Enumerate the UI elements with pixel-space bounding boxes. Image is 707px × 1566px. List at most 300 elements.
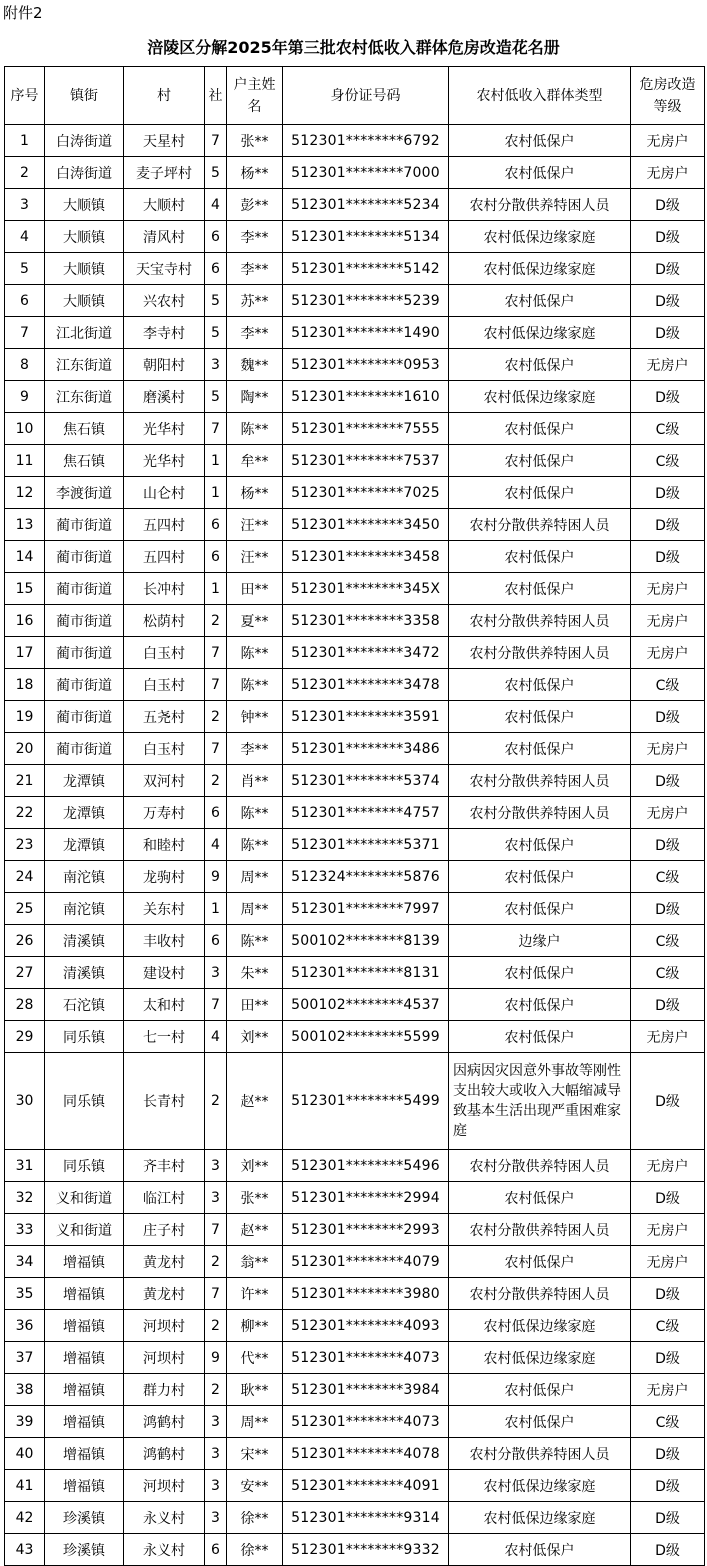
cell-type: 农村低保户 <box>449 957 631 989</box>
cell-town: 蔺市街道 <box>45 733 124 765</box>
cell-id-number: 512301********3984 <box>283 1374 449 1406</box>
cell-id-number: 512301********5239 <box>283 285 449 317</box>
cell-village: 七一村 <box>124 1021 205 1053</box>
cell-group: 5 <box>205 317 227 349</box>
cell-id-number: 512301********5496 <box>283 1150 449 1182</box>
cell-name: 夏** <box>227 605 283 637</box>
cell-name: 陶** <box>227 381 283 413</box>
cell-village: 群力村 <box>124 1374 205 1406</box>
cell-name: 陈** <box>227 829 283 861</box>
cell-seq: 35 <box>5 1278 45 1310</box>
cell-village: 五四村 <box>124 509 205 541</box>
cell-village: 庄子村 <box>124 1214 205 1246</box>
cell-group: 6 <box>205 253 227 285</box>
cell-id-number: 512301********5499 <box>283 1053 449 1150</box>
cell-name: 徐** <box>227 1502 283 1534</box>
cell-seq: 28 <box>5 989 45 1021</box>
cell-type: 农村分散供养特困人员 <box>449 637 631 669</box>
cell-village: 鸿鹤村 <box>124 1438 205 1470</box>
header-town: 镇街 <box>45 67 124 125</box>
cell-town: 大顺镇 <box>45 253 124 285</box>
cell-group: 1 <box>205 573 227 605</box>
cell-seq: 39 <box>5 1406 45 1438</box>
cell-grade: D级 <box>631 893 705 925</box>
cell-type: 农村分散供养特困人员 <box>449 189 631 221</box>
cell-group: 7 <box>205 1214 227 1246</box>
cell-town: 珍溪镇 <box>45 1534 124 1566</box>
table-row <box>5 349 705 381</box>
cell-id-number: 512301********3980 <box>283 1278 449 1310</box>
cell-type: 农村低保边缘家庭 <box>449 1310 631 1342</box>
cell-village: 和睦村 <box>124 829 205 861</box>
cell-group: 7 <box>205 669 227 701</box>
cell-id-number: 500102********4537 <box>283 989 449 1021</box>
cell-village: 河坝村 <box>124 1342 205 1374</box>
cell-id-number: 512301********7997 <box>283 893 449 925</box>
cell-seq: 34 <box>5 1246 45 1278</box>
cell-type: 农村低保边缘家庭 <box>449 253 631 285</box>
cell-group: 4 <box>205 189 227 221</box>
cell-group: 1 <box>205 893 227 925</box>
cell-town: 蔺市街道 <box>45 509 124 541</box>
cell-seq: 23 <box>5 829 45 861</box>
cell-village: 双河村 <box>124 765 205 797</box>
cell-group: 2 <box>205 1053 227 1150</box>
table-row <box>5 1246 705 1278</box>
cell-id-number: 512301********5134 <box>283 221 449 253</box>
cell-group: 2 <box>205 1246 227 1278</box>
cell-village: 白玉村 <box>124 637 205 669</box>
cell-grade: 无房户 <box>631 1374 705 1406</box>
table-row <box>5 637 705 669</box>
cell-village: 山仑村 <box>124 477 205 509</box>
cell-id-number: 512301********3450 <box>283 509 449 541</box>
cell-id-number: 512301********3358 <box>283 605 449 637</box>
cell-town: 蔺市街道 <box>45 541 124 573</box>
cell-type: 农村低保户 <box>449 1534 631 1566</box>
cell-village: 松荫村 <box>124 605 205 637</box>
cell-grade: 无房户 <box>631 1246 705 1278</box>
cell-id-number: 512324********5876 <box>283 861 449 893</box>
cell-group: 7 <box>205 989 227 1021</box>
cell-seq: 16 <box>5 605 45 637</box>
cell-name: 魏** <box>227 349 283 381</box>
cell-group: 6 <box>205 797 227 829</box>
cell-seq: 6 <box>5 285 45 317</box>
roster-body <box>5 125 705 1566</box>
cell-seq: 21 <box>5 765 45 797</box>
cell-name: 刘** <box>227 1150 283 1182</box>
cell-grade: D级 <box>631 1342 705 1374</box>
cell-group: 5 <box>205 157 227 189</box>
cell-village: 麦子坪村 <box>124 157 205 189</box>
cell-seq: 4 <box>5 221 45 253</box>
cell-grade: C级 <box>631 861 705 893</box>
cell-seq: 33 <box>5 1214 45 1246</box>
cell-type: 农村分散供养特困人员 <box>449 605 631 637</box>
cell-seq: 41 <box>5 1470 45 1502</box>
cell-name: 陈** <box>227 797 283 829</box>
header-village: 村 <box>124 67 205 125</box>
cell-seq: 5 <box>5 253 45 285</box>
cell-name: 翁** <box>227 1246 283 1278</box>
table-row <box>5 381 705 413</box>
cell-village: 李寺村 <box>124 317 205 349</box>
cell-grade: 无房户 <box>631 349 705 381</box>
cell-name: 钟** <box>227 701 283 733</box>
cell-type: 农村低保户 <box>449 733 631 765</box>
cell-grade: 无房户 <box>631 637 705 669</box>
cell-type: 农村低保户 <box>449 285 631 317</box>
cell-group: 7 <box>205 1278 227 1310</box>
cell-name: 周** <box>227 861 283 893</box>
cell-name: 田** <box>227 573 283 605</box>
cell-seq: 11 <box>5 445 45 477</box>
cell-group: 2 <box>205 1310 227 1342</box>
cell-type: 农村低保户 <box>449 669 631 701</box>
cell-town: 义和街道 <box>45 1214 124 1246</box>
cell-group: 4 <box>205 829 227 861</box>
cell-grade: C级 <box>631 445 705 477</box>
cell-town: 增福镇 <box>45 1438 124 1470</box>
table-row <box>5 1214 705 1246</box>
cell-name: 汪** <box>227 541 283 573</box>
cell-id-number: 512301********6792 <box>283 125 449 157</box>
cell-group: 5 <box>205 285 227 317</box>
cell-village: 关东村 <box>124 893 205 925</box>
cell-grade: D级 <box>631 541 705 573</box>
cell-type: 农村低保户 <box>449 157 631 189</box>
cell-group: 3 <box>205 1150 227 1182</box>
cell-group: 1 <box>205 477 227 509</box>
cell-town: 龙潭镇 <box>45 797 124 829</box>
cell-name: 宋** <box>227 1438 283 1470</box>
cell-seq: 7 <box>5 317 45 349</box>
table-row <box>5 1182 705 1214</box>
cell-group: 7 <box>205 413 227 445</box>
cell-type: 农村分散供养特困人员 <box>449 765 631 797</box>
cell-seq: 3 <box>5 189 45 221</box>
cell-type: 农村低保户 <box>449 1021 631 1053</box>
cell-id-number: 512301********7025 <box>283 477 449 509</box>
table-row <box>5 157 705 189</box>
cell-grade: 无房户 <box>631 797 705 829</box>
cell-group: 1 <box>205 445 227 477</box>
cell-town: 同乐镇 <box>45 1021 124 1053</box>
cell-id-number: 512301********3591 <box>283 701 449 733</box>
cell-grade: 无房户 <box>631 733 705 765</box>
cell-type: 农村分散供养特困人员 <box>449 1438 631 1470</box>
cell-id-number: 512301********7555 <box>283 413 449 445</box>
cell-village: 天星村 <box>124 125 205 157</box>
cell-id-number: 512301********7000 <box>283 157 449 189</box>
cell-type: 农村低保户 <box>449 541 631 573</box>
cell-group: 3 <box>205 349 227 381</box>
cell-grade: D级 <box>631 1053 705 1150</box>
cell-type: 农村低保户 <box>449 573 631 605</box>
cell-village: 五尧村 <box>124 701 205 733</box>
cell-grade: D级 <box>631 381 705 413</box>
cell-village: 白玉村 <box>124 733 205 765</box>
cell-group: 6 <box>205 925 227 957</box>
cell-name: 陈** <box>227 669 283 701</box>
cell-grade: D级 <box>631 701 705 733</box>
cell-village: 永义村 <box>124 1502 205 1534</box>
cell-id-number: 512301********5142 <box>283 253 449 285</box>
cell-village: 清风村 <box>124 221 205 253</box>
cell-type: 农村低保户 <box>449 1246 631 1278</box>
cell-name: 耿** <box>227 1374 283 1406</box>
cell-type: 边缘户 <box>449 925 631 957</box>
cell-seq: 42 <box>5 1502 45 1534</box>
cell-name: 陈** <box>227 925 283 957</box>
cell-seq: 30 <box>5 1053 45 1150</box>
cell-grade: D级 <box>631 189 705 221</box>
cell-name: 张** <box>227 1182 283 1214</box>
cell-id-number: 512301********4073 <box>283 1406 449 1438</box>
cell-id-number: 512301********2994 <box>283 1182 449 1214</box>
cell-group: 9 <box>205 1342 227 1374</box>
cell-type: 农村低保户 <box>449 989 631 1021</box>
cell-name: 牟** <box>227 445 283 477</box>
cell-town: 增福镇 <box>45 1406 124 1438</box>
cell-grade: C级 <box>631 925 705 957</box>
cell-name: 赵** <box>227 1053 283 1150</box>
cell-seq: 38 <box>5 1374 45 1406</box>
cell-name: 杨** <box>227 157 283 189</box>
cell-village: 河坝村 <box>124 1470 205 1502</box>
table-row <box>5 733 705 765</box>
cell-village: 长青村 <box>124 1053 205 1150</box>
table-row <box>5 1053 705 1150</box>
table-row <box>5 1470 705 1502</box>
cell-village: 朝阳村 <box>124 349 205 381</box>
cell-type: 农村低保户 <box>449 125 631 157</box>
cell-seq: 8 <box>5 349 45 381</box>
cell-type: 农村低保户 <box>449 477 631 509</box>
table-row <box>5 989 705 1021</box>
table-row <box>5 765 705 797</box>
cell-grade: D级 <box>631 989 705 1021</box>
cell-town: 蔺市街道 <box>45 605 124 637</box>
cell-seq: 18 <box>5 669 45 701</box>
cell-town: 大顺镇 <box>45 221 124 253</box>
document-title: 涪陵区分解2025年第三批农村低收入群体危房改造花名册 <box>147 38 560 57</box>
cell-group: 6 <box>205 509 227 541</box>
cell-town: 增福镇 <box>45 1374 124 1406</box>
cell-grade: 无房户 <box>631 1150 705 1182</box>
cell-town: 石沱镇 <box>45 989 124 1021</box>
cell-group: 3 <box>205 957 227 989</box>
header-grade: 危房改造等级 <box>631 67 705 125</box>
cell-name: 杨** <box>227 477 283 509</box>
cell-group: 6 <box>205 1534 227 1566</box>
cell-village: 光华村 <box>124 445 205 477</box>
cell-type: 农村低保户 <box>449 1374 631 1406</box>
cell-seq: 12 <box>5 477 45 509</box>
cell-id-number: 512301********4079 <box>283 1246 449 1278</box>
cell-name: 肖** <box>227 765 283 797</box>
cell-type: 农村低保边缘家庭 <box>449 1502 631 1534</box>
cell-name: 朱** <box>227 957 283 989</box>
cell-id-number: 512301********1490 <box>283 317 449 349</box>
cell-group: 3 <box>205 1406 227 1438</box>
cell-town: 白涛街道 <box>45 157 124 189</box>
header-name: 户主姓名 <box>227 67 283 125</box>
cell-name: 汪** <box>227 509 283 541</box>
cell-seq: 27 <box>5 957 45 989</box>
cell-id-number: 512301********7537 <box>283 445 449 477</box>
cell-id-number: 512301********9332 <box>283 1534 449 1566</box>
cell-name: 周** <box>227 1406 283 1438</box>
cell-seq: 13 <box>5 509 45 541</box>
cell-grade: D级 <box>631 509 705 541</box>
cell-id-number: 512301********3458 <box>283 541 449 573</box>
cell-village: 河坝村 <box>124 1310 205 1342</box>
cell-grade: C级 <box>631 413 705 445</box>
table-row <box>5 1502 705 1534</box>
cell-type: 农村分散供养特困人员 <box>449 509 631 541</box>
cell-id-number: 512301********3478 <box>283 669 449 701</box>
cell-grade: 无房户 <box>631 1021 705 1053</box>
cell-town: 蔺市街道 <box>45 573 124 605</box>
cell-grade: D级 <box>631 1534 705 1566</box>
cell-seq: 37 <box>5 1342 45 1374</box>
cell-id-number: 512301********4078 <box>283 1438 449 1470</box>
cell-seq: 36 <box>5 1310 45 1342</box>
table-row <box>5 445 705 477</box>
header-group: 社 <box>205 67 227 125</box>
table-row <box>5 669 705 701</box>
cell-seq: 22 <box>5 797 45 829</box>
cell-id-number: 512301********8131 <box>283 957 449 989</box>
cell-village: 万寿村 <box>124 797 205 829</box>
cell-grade: D级 <box>631 477 705 509</box>
table-row <box>5 189 705 221</box>
cell-id-number: 512301********4757 <box>283 797 449 829</box>
cell-type: 农村分散供养特困人员 <box>449 1214 631 1246</box>
cell-grade: 无房户 <box>631 1214 705 1246</box>
cell-town: 李渡街道 <box>45 477 124 509</box>
table-row <box>5 957 705 989</box>
table-row <box>5 285 705 317</box>
cell-town: 珍溪镇 <box>45 1502 124 1534</box>
cell-grade: D级 <box>631 1438 705 1470</box>
cell-village: 永义村 <box>124 1534 205 1566</box>
cell-group: 2 <box>205 765 227 797</box>
cell-village: 天宝寺村 <box>124 253 205 285</box>
table-row <box>5 1438 705 1470</box>
table-row <box>5 509 705 541</box>
cell-town: 清溪镇 <box>45 925 124 957</box>
cell-village: 长冲村 <box>124 573 205 605</box>
cell-group: 3 <box>205 1438 227 1470</box>
cell-village: 鸿鹤村 <box>124 1406 205 1438</box>
cell-group: 6 <box>205 541 227 573</box>
cell-seq: 25 <box>5 893 45 925</box>
cell-town: 焦石镇 <box>45 413 124 445</box>
cell-name: 李** <box>227 317 283 349</box>
table-row <box>5 1021 705 1053</box>
cell-group: 2 <box>205 1374 227 1406</box>
table-row <box>5 221 705 253</box>
attachment-label: 附件2 <box>3 4 43 22</box>
cell-grade: D级 <box>631 829 705 861</box>
table-row <box>5 1342 705 1374</box>
cell-name: 刘** <box>227 1021 283 1053</box>
cell-grade: 无房户 <box>631 157 705 189</box>
table-row <box>5 797 705 829</box>
cell-seq: 43 <box>5 1534 45 1566</box>
cell-seq: 14 <box>5 541 45 573</box>
cell-type: 农村分散供养特困人员 <box>449 1150 631 1182</box>
cell-type: 农村低保边缘家庭 <box>449 1342 631 1374</box>
cell-type: 农村低保边缘家庭 <box>449 1470 631 1502</box>
cell-id-number: 512301********1610 <box>283 381 449 413</box>
cell-name: 李** <box>227 221 283 253</box>
cell-type: 农村低保户 <box>449 893 631 925</box>
cell-name: 徐** <box>227 1534 283 1566</box>
cell-town: 大顺镇 <box>45 285 124 317</box>
table-row <box>5 893 705 925</box>
cell-seq: 2 <box>5 157 45 189</box>
cell-village: 丰收村 <box>124 925 205 957</box>
header-type: 农村低收入群体类型 <box>449 67 631 125</box>
cell-group: 2 <box>205 605 227 637</box>
table-row <box>5 605 705 637</box>
cell-type: 因病因灾因意外事故等刚性支出较大或收入大幅缩减导致基本生活出现严重困难家庭 <box>449 1053 631 1150</box>
table-row <box>5 1534 705 1566</box>
cell-type: 农村低保边缘家庭 <box>449 381 631 413</box>
cell-id-number: 512301********5234 <box>283 189 449 221</box>
cell-grade: D级 <box>631 1470 705 1502</box>
table-row <box>5 253 705 285</box>
cell-group: 3 <box>205 1182 227 1214</box>
cell-town: 蔺市街道 <box>45 669 124 701</box>
cell-village: 黄龙村 <box>124 1278 205 1310</box>
cell-seq: 26 <box>5 925 45 957</box>
cell-grade: D级 <box>631 1278 705 1310</box>
cell-id-number: 512301********3486 <box>283 733 449 765</box>
cell-name: 李** <box>227 253 283 285</box>
table-row <box>5 541 705 573</box>
cell-seq: 19 <box>5 701 45 733</box>
header-row <box>5 67 705 125</box>
cell-town: 同乐镇 <box>45 1053 124 1150</box>
cell-grade: 无房户 <box>631 573 705 605</box>
cell-group: 7 <box>205 637 227 669</box>
cell-id-number: 512301********4093 <box>283 1310 449 1342</box>
table-row <box>5 125 705 157</box>
cell-group: 3 <box>205 1470 227 1502</box>
cell-grade: D级 <box>631 221 705 253</box>
table-row <box>5 829 705 861</box>
table-row <box>5 861 705 893</box>
cell-town: 清溪镇 <box>45 957 124 989</box>
cell-name: 周** <box>227 893 283 925</box>
table-row <box>5 1310 705 1342</box>
cell-seq: 10 <box>5 413 45 445</box>
cell-village: 大顺村 <box>124 189 205 221</box>
cell-town: 大顺镇 <box>45 189 124 221</box>
cell-grade: D级 <box>631 765 705 797</box>
cell-group: 9 <box>205 861 227 893</box>
cell-town: 江东街道 <box>45 381 124 413</box>
cell-seq: 20 <box>5 733 45 765</box>
cell-town: 江东街道 <box>45 349 124 381</box>
cell-id-number: 512301********5374 <box>283 765 449 797</box>
cell-name: 柳** <box>227 1310 283 1342</box>
